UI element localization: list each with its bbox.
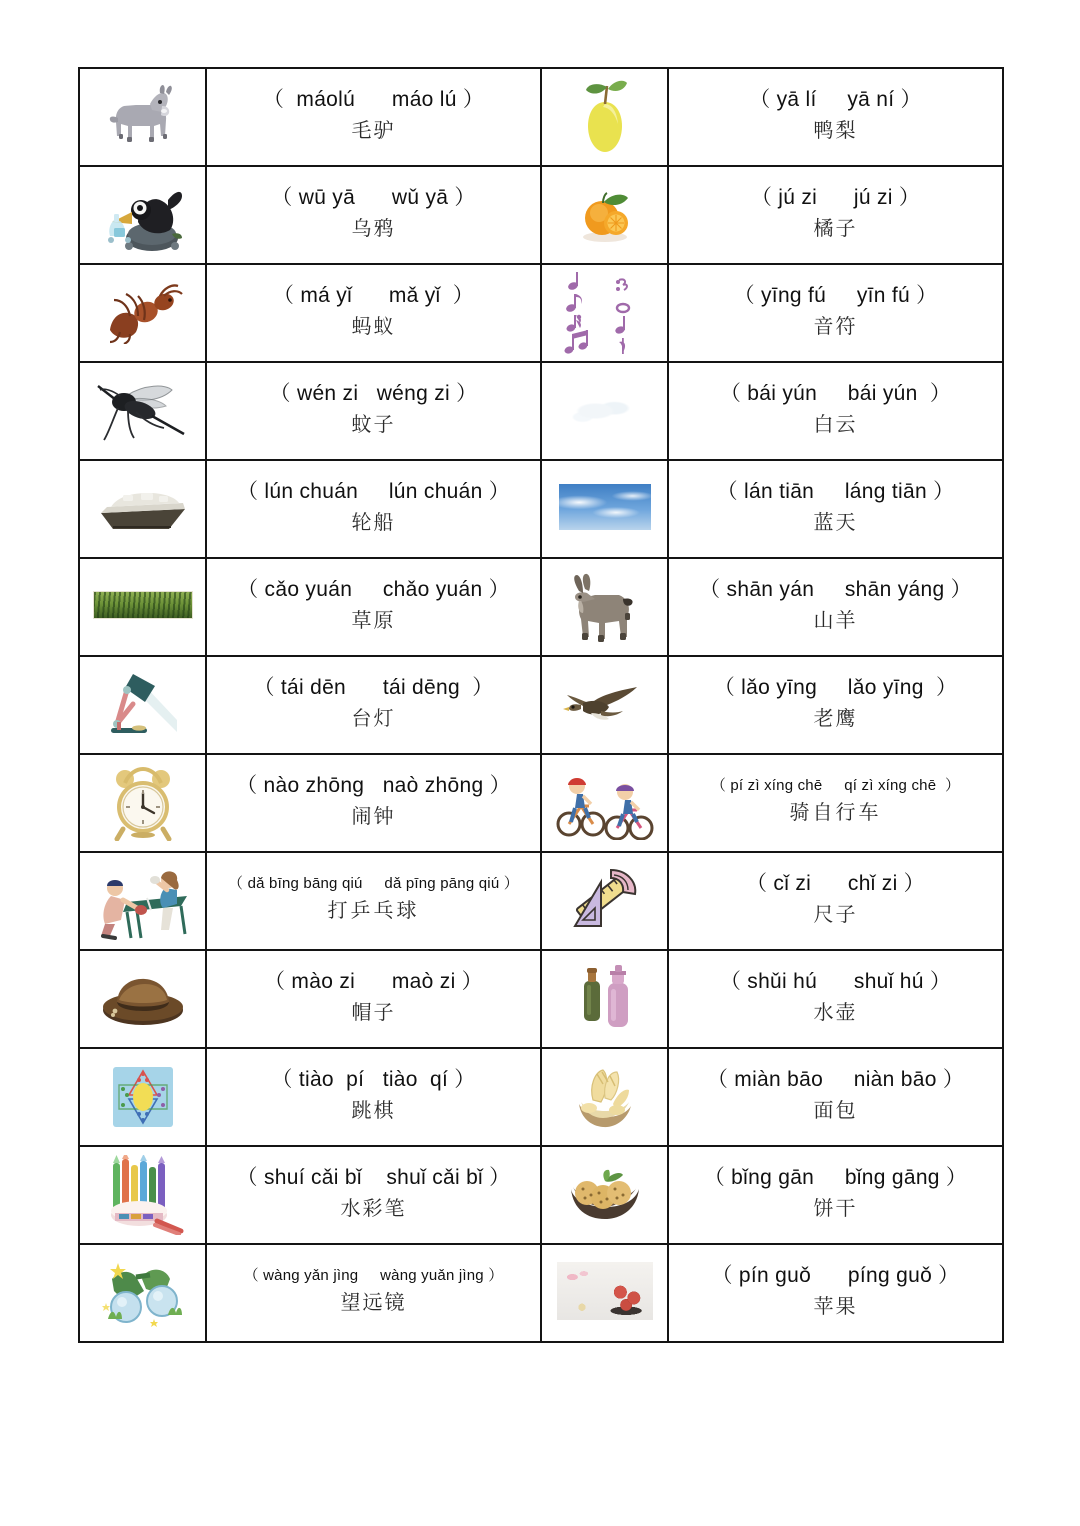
- word-cell-chizi: [668, 852, 1003, 950]
- table-row: [79, 460, 1003, 558]
- pinyin-choice[interactable]: （ shǔi hú shuǐ hú ）: [719, 969, 952, 993]
- word-cell-wangyuanjing: [206, 1244, 541, 1342]
- pinyin-choice[interactable]: （ jú zi jú zi ）: [750, 185, 921, 209]
- pinyin-choice[interactable]: （ pí zì xíng chē qí zì xíng chē ）: [710, 776, 961, 794]
- hanzi-label: 山羊: [813, 610, 858, 633]
- table-row: [79, 68, 1003, 166]
- binoculars-illustration: [100, 1257, 186, 1329]
- table-row: [79, 1146, 1003, 1244]
- picture-cell-donkey: [79, 68, 206, 166]
- pinyin-choice[interactable]: （ nào zhōng naò zhōng ）: [236, 773, 511, 797]
- pinyin-choice[interactable]: （ lún chuán lún chuán ）: [236, 479, 511, 503]
- goat-illustration: [565, 567, 645, 647]
- pinyin-choice[interactable]: （ pín guǒ píng guǒ ）: [711, 1263, 960, 1287]
- hanzi-label: 饼干: [813, 1198, 858, 1221]
- word-cell-laoying: [668, 656, 1003, 754]
- pinyin-choice[interactable]: （ cǐ zi chǐ zi ）: [746, 871, 925, 895]
- hanzi-label: 鸭梨: [813, 120, 858, 143]
- word-cell-pingguo: [668, 1244, 1003, 1342]
- picture-cell-grassland: [79, 558, 206, 656]
- word-cell-taideng: [206, 656, 541, 754]
- eagle-illustration: [559, 681, 651, 729]
- picture-cell-binoculars: [79, 1244, 206, 1342]
- pinyin-choice[interactable]: （ bǐng gān bǐng gāng ）: [703, 1165, 968, 1189]
- word-cell-tiaoqi: [206, 1048, 541, 1146]
- chinese-checkers-illustration: [111, 1065, 175, 1129]
- hanzi-label: 老鹰: [813, 708, 858, 731]
- hanzi-label: 望远镜: [340, 1292, 407, 1315]
- hanzi-label: 苹果: [813, 1296, 858, 1319]
- hanzi-label: 音符: [813, 316, 858, 339]
- kids-riding-bicycles-illustration: [555, 766, 655, 840]
- word-cell-maolu: [206, 68, 541, 166]
- word-cell-caoyuan: [206, 558, 541, 656]
- table-row: [79, 852, 1003, 950]
- table-row: [79, 656, 1003, 754]
- pinyin-choice[interactable]: （ shuí cǎi bǐ shuǐ cǎi bǐ ）: [236, 1165, 511, 1189]
- word-cell-binggan: [668, 1146, 1003, 1244]
- word-cell-maozi: [206, 950, 541, 1048]
- word-cell-naozhong: [206, 754, 541, 852]
- word-cell-qizixingche: [668, 754, 1003, 852]
- bread-basket-illustration: [569, 1064, 641, 1130]
- picture-cell-apples: [541, 1244, 668, 1342]
- hanzi-label: 打乒乓球: [327, 900, 420, 923]
- steamship-illustration: [97, 483, 189, 535]
- pinyin-choice[interactable]: （ máolú máo lú ）: [262, 87, 485, 111]
- blue-sky-photo: [559, 484, 651, 530]
- mosquito-illustration: [96, 378, 190, 444]
- table-row: [79, 1244, 1003, 1342]
- picture-cell-rulers: [541, 852, 668, 950]
- pinyin-choice[interactable]: （ má yǐ mǎ yǐ ）: [272, 283, 475, 307]
- hanzi-label: 水彩笔: [340, 1198, 407, 1221]
- picture-cell-white-clouds: [541, 362, 668, 460]
- picture-cell-steamship: [79, 460, 206, 558]
- word-cell-shuihu: [668, 950, 1003, 1048]
- table-row: [79, 166, 1003, 264]
- hanzi-label: 蓝天: [813, 512, 858, 535]
- pinyin-choice-table: [78, 67, 1004, 1343]
- white-clouds-photo: [565, 389, 645, 429]
- pinyin-choice[interactable]: （ wū yā wǔ yā ）: [271, 185, 476, 209]
- color-markers-illustration: [101, 1155, 185, 1235]
- picture-cell-orange: [541, 166, 668, 264]
- hanzi-label: 帽子: [351, 1002, 396, 1025]
- picture-cell-hat: [79, 950, 206, 1048]
- table-row: [79, 362, 1003, 460]
- picture-cell-desk-lamp: [79, 656, 206, 754]
- picture-cell-crow: [79, 166, 206, 264]
- word-cell-lunchuan: [206, 460, 541, 558]
- ruler-set-illustration: [567, 864, 643, 938]
- table-row: [79, 264, 1003, 362]
- hanzi-label: 水壶: [813, 1002, 858, 1025]
- word-cell-yinfu: [668, 264, 1003, 362]
- word-cell-wenzi: [206, 362, 541, 460]
- word-cell-shanyang: [668, 558, 1003, 656]
- apples-photo: [557, 1262, 653, 1320]
- playing-table-tennis-illustration: [91, 858, 195, 944]
- picture-cell-table-tennis: [79, 852, 206, 950]
- picture-cell-goat: [541, 558, 668, 656]
- hanzi-label: 蚊子: [351, 414, 396, 437]
- word-cell-mianbao: [668, 1048, 1003, 1146]
- picture-cell-bread: [541, 1048, 668, 1146]
- hanzi-label: 乌鸦: [351, 218, 396, 241]
- word-cell-mayi: [206, 264, 541, 362]
- picture-cell-water-bottles: [541, 950, 668, 1048]
- hanzi-label: 橘子: [813, 218, 858, 241]
- water-bottles-illustration: [574, 963, 636, 1035]
- pinyin-choice[interactable]: （ yīng fú yīn fú ）: [733, 283, 938, 307]
- word-cell-dapingpangqiu: [206, 852, 541, 950]
- table-row: [79, 754, 1003, 852]
- hanzi-label: 台灯: [351, 708, 396, 731]
- picture-cell-bicycles: [541, 754, 668, 852]
- word-cell-shuicaibi: [206, 1146, 541, 1244]
- pinyin-choice[interactable]: （ lán tiān láng tiān ）: [716, 479, 955, 503]
- pinyin-choice[interactable]: （ lǎo yīng lǎo yīng ）: [713, 675, 958, 699]
- hanzi-label: 面包: [813, 1100, 858, 1123]
- pinyin-choice[interactable]: （ wàng yǎn jìng wàng yuǎn jìng ）: [243, 1266, 504, 1284]
- pinyin-choice[interactable]: （ wén zi wéng zi ）: [269, 381, 478, 405]
- pear-illustration: [574, 78, 636, 156]
- word-cell-juzi: [668, 166, 1003, 264]
- picture-cell-alarm-clock: [79, 754, 206, 852]
- biscuits-illustration: [565, 1167, 645, 1223]
- hanzi-label: 跳棋: [351, 1100, 396, 1123]
- picture-cell-chinese-checkers: [79, 1048, 206, 1146]
- hanzi-label: 蚂蚁: [351, 316, 396, 339]
- ant-illustration: [100, 282, 186, 344]
- hanzi-label: 尺子: [813, 904, 858, 927]
- table-row: [79, 950, 1003, 1048]
- hanzi-label: 毛驴: [351, 120, 396, 143]
- crow-with-bottle-illustration: [100, 176, 186, 254]
- hanzi-label: 闹钟: [351, 806, 396, 829]
- picture-cell-mosquito: [79, 362, 206, 460]
- alarm-clock-illustration: [107, 765, 179, 841]
- hanzi-label: 轮船: [351, 512, 396, 535]
- pinyin-choice[interactable]: （ cǎo yuán chǎo yuán ）: [237, 577, 510, 601]
- table-row: [79, 1048, 1003, 1146]
- pinyin-choice[interactable]: （ dǎ bīng bāng qiú dǎ pīng pāng qiú ）: [228, 874, 519, 892]
- picture-cell-biscuits: [541, 1146, 668, 1244]
- picture-cell-blue-sky: [541, 460, 668, 558]
- donkey-illustration: [106, 84, 180, 150]
- pinyin-choice[interactable]: （ shān yán shān yáng ）: [699, 577, 972, 601]
- hanzi-label: 骑自行车: [789, 802, 882, 825]
- desk-lamp-illustration: [103, 668, 183, 742]
- picture-cell-pear: [541, 68, 668, 166]
- picture-cell-eagle: [541, 656, 668, 754]
- picture-cell-markers: [79, 1146, 206, 1244]
- word-cell-yali: [668, 68, 1003, 166]
- hanzi-label: 草原: [351, 610, 396, 633]
- word-cell-baiyun: [668, 362, 1003, 460]
- picture-cell-music-notes: [541, 264, 668, 362]
- pinyin-choice[interactable]: （ miàn bāo niàn bāo ）: [706, 1067, 965, 1091]
- word-cell-lantian: [668, 460, 1003, 558]
- picture-cell-ant: [79, 264, 206, 362]
- pinyin-choice[interactable]: （ tiào pí tiào qí ）: [271, 1067, 476, 1091]
- music-notes-illustration: [557, 270, 653, 356]
- table-row: [79, 558, 1003, 656]
- hat-illustration: [99, 970, 187, 1028]
- pinyin-choice[interactable]: （ tái dēn tái dēng ）: [253, 675, 494, 699]
- grassland-photo: [93, 591, 193, 619]
- word-cell-wuya: [206, 166, 541, 264]
- pinyin-choice[interactable]: （ yā lí yā ní ）: [749, 87, 922, 111]
- pinyin-choice[interactable]: （ bái yún bái yún ）: [719, 381, 952, 405]
- hanzi-label: 白云: [813, 414, 858, 437]
- orange-illustration: [572, 185, 638, 245]
- pinyin-choice[interactable]: （ mào zi maò zi ）: [264, 969, 483, 993]
